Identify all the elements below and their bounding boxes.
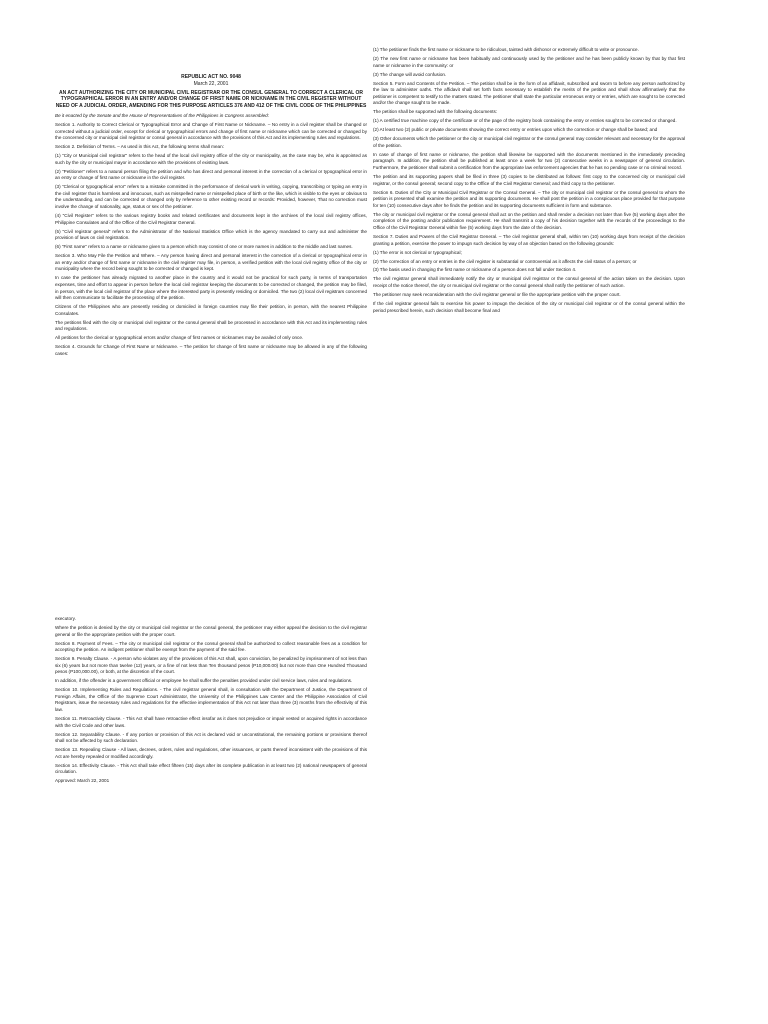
left-column — [55, 74, 367, 360]
paragraph: The petitioner may seek reconsideration with the civil registrar general or file the appropriate petition with the proper court. — [373, 292, 621, 298]
paragraph: Section 13. Repealing Clause - All laws, decrees, orders, rules and regulations, other issuances, or parts thereof inconsistent with the provisions of this Act are hereby repealed or modified accordingly. — [55, 747, 367, 759]
paragraph: Section 11. Retroactivity Clause. - This Act shall have retroactive effect insofar as it does not prejudice or impair vested or acquired rights in accordance with the Civil Code and other laws. — [55, 716, 367, 728]
paragraph: If the civil registrar general fails to exercise his power to impugn the decision of the city or municipal civil registrar or of the consul general within the period prescribed herein, such decision shall become final and — [373, 301, 685, 313]
paragraph: (1) A certified true machine copy of the certificate or of the page of the registry book containing the entry or entries sought to be corrected or changed. — [373, 118, 677, 124]
paragraph: Section 5. Form and Contents of the Petition. – The petition shall be in the form of an affidavit, subscribed and sworn to before any person authorized by the law to administer oaths. The affidavit shall set forth facts necessary to establish the merits of the petition and shall show affirmatively that the petitioner is competent to testify to the matters stated. The petitioner shall state the particular erroneous entry or entries, which are sought to be corrected and/or the change sought to be made. — [373, 80, 685, 106]
paragraph: Section 6. Duties of the City or Municipal Civil Registrar or the Consul General. – The city or municipal civil registrar or the consul general to whom the petition is presented shall examine the petition and its supporting documents. He shall post the petition in a conspicuous place provided for that purpose for ten (10) consecutive days after he finds the petition and its supporting documents sufficient in form and substance. — [373, 189, 685, 208]
paragraph: Where the petition is denied by the city or municipal civil registrar or the consul general, the petitioner may either appeal the decision to the civil registrar general or file the appropriate petition with the proper court. — [55, 624, 367, 637]
paragraph: Section 9. Penalty Clause. - A person who violates any of the provisions of this Act shall, upon conviction, be penalized by imprisonment of not less than six (6) years but not more than twelve (12) years, or a fine of not less than Ten thousand pesos (P10,000.00) but not more than One Hundred Thousand pesos (P100,000.00), or both, at the discretion of the court. — [55, 656, 367, 675]
paragraph: (1) The error is not clerical or typographical; — [373, 249, 462, 255]
paragraph: (2) The correction of an entry or entries in the civil register is substantial or controversial as it affects the civil status of a person; or — [373, 258, 637, 264]
paragraph: (2) "Petitioner" refers to a natural person filing the petition and who has direct and personal interest in the correction of a clerical or typographical error in an entry or change of first name or nickname in the civil register. — [55, 168, 367, 181]
paragraph: The civil registrar general shall immediately notify the city or municipal civil registrar or the consul general of the action taken on the decision. Upon receipt of the notice thereof, the city or municipal civil registrar or the consul general shall notify the petitioner of such action. — [373, 276, 685, 289]
paragraph: (3) "Clerical or typographical error" refers to a mistake committed in the performance of clerical work in writing, copying, transcribing or typing an entry in the civil register that is harmless and innocuous, such as misspelled name or misspelled place of birth or the like, which is visible to the eyes or obvious to the understanding, and can be corrected or changed only by reference to other existing record or records: Provided, however, That no correction must involve the change of nationality, age, status or sex of the petitioner. — [55, 184, 368, 210]
paragraph: The city or municipal civil registrar or the consul general shall act on the petition and shall render a decision not later than five (5) working days after the completion of the posting and/or publication requirement. He shall transmit a copy of his decision together with the records of the proceedings to the Office of the Civil Registrar General within five (5) working days from the date of the decision. — [373, 211, 685, 230]
paragraph: (1) The petitioner finds the first name or nickname to be ridiculous, tainted with dishonor or extremely difficult to write or pronounce. — [373, 47, 639, 52]
paragraph: In case the petitioner has already migrated to another place in the country and it would not be practical for such party, in terms of transportation expenses, time and effort to appear in person before the local civil registrar keeping the documents to be corrected or changed, the petition may be filed, in person, with the local civil registrar of the place where the interested party is presently residing or domiciled. The two (2) local civil registrars concerned will then communicate to facilitate the processing of the petition. — [55, 275, 367, 301]
act-number: REPUBLIC ACT NO. 9048 — [181, 74, 241, 80]
paragraph: Section 12. Separability Clause. - If any portion or provision of this Act is declared void or unconstitutional, the remaining portions or provisions thereof shall not be affected by such declaration. — [55, 731, 367, 744]
paragraph: Section 3. Who May File the Petition and Where. – Any person having direct and personal interest in the correction of a clerical or typographical error in an entry and/or change of first name or nickname in the civil register may file, in person, a verified petition with the local civil registry office of the city or municipality where the record being sought to be corrected or changed is kept. — [55, 253, 367, 272]
paragraph: The petition shall be supported with the following documents: — [373, 109, 498, 115]
paragraph: Section 2. Definition of Terms. – As used in this Act, the following terms shall mean: — [55, 144, 224, 150]
paragraph: All petitions for the clerical or typographical errors and/or change of first names or nicknames may be availed of only once. — [55, 335, 304, 341]
paragraph: (1) "City or Municipal civil registrar" refers to the head of the local civil registry office of the city or municipality, as the case may be, who is appointed as such by the city or municipal mayor in accordance with the provisions of existing laws. — [55, 153, 367, 165]
paragraph: (2) At least two (2) public or private documents showing the correct entry or entries upon which the correction or change shall be based; and — [373, 127, 658, 133]
paragraph: (3) The basis used in changing the first name or nickname of a person does not fall under Section 4. — [373, 267, 577, 273]
paragraph: Section 1. Authority to Correct Clerical or Typographical Error and Change of First Name or Nickname. – No entry in a civil register shall be changed or corrected without a judicial order, except for clerical or typographical errors and change of first name or nickname which can be corrected or changed by the concerned city or municipal civil registrar or consul general in accordance with the provisions of this Act and its implementing rules and regulations. — [55, 121, 367, 141]
document-title-block — [55, 74, 367, 110]
paragraph: (3) Other documents which the petitioner or the city or municipal civil registrar or the consul general may consider relevant and necessary for the approval of the petition. — [373, 136, 686, 148]
enacting-clause: Be it enacted by the Senate and the House of Representatives of the Philippines in Congress assembled: — [55, 112, 269, 118]
paragraph: In case of change of first name or nickname, the petition shall likewise be supported with the documents mentioned in the immediately preceding paragraph. In addition, the petition shall be published at least once a week for two (2) consecutive weeks in a newspaper of general circulation. Furthermore, the petitioner shall submit a certification from the appropriate law enforcement agencies that he has no pending case or no criminal record. — [373, 151, 685, 171]
paragraph: executory. — [55, 616, 76, 621]
paragraph: The petitions filed with the city or municipal civil registrar or the consul general shall be processed in accordance with this Act and its implementing rules and regulations. — [55, 319, 367, 332]
paragraph: (5) "Civil registrar general" refers to the Administrator of the National Statistics Office which is the agency mandated to carry out and administer the provision of laws on civil registration. — [55, 228, 367, 241]
paragraph: Citizens of the Philippines who are presently residing or domiciled in foreign countries may file their petition, in person, with the nearest Philippine Consulates. — [55, 304, 367, 316]
paragraph: Section 8. Payment of Fees. – The city or municipal civil registrar or the consul general shall be authorized to collect reasonable fees as a condition for accepting the petition. An indigent petitioner shall be exempt from the payment of the said fee. — [55, 640, 367, 653]
act-title: AN ACT AUTHORIZING THE CITY OR MUNICIPAL CIVIL REGISTRAR OR THE CONSUL GENERAL TO CORRECT A CLERICAL OR TYPOGRAPHICAL ERROR IN AN ENTRY AND/OR CHANGE OF FIRST NAME OR NICKNAME IN THE CIVIL REGISTER WITHOUT NEED OF A JUDICIAL ORDER, AMENDING FOR THIS PURPOSE ARTICLES 376 AND 412 OF THE CIVIL CODE OF THE PHILIPPINES — [55, 89, 367, 110]
right-column — [373, 47, 685, 317]
paragraph: (6) "First name" refers to a name or nickname given to a person which may consist of one or more names in addition to the middle and last names. — [55, 244, 353, 250]
paragraph: (2) The new first name or nickname has been habitually and continuously used by the petitioner and he has been publicly known by that by that first name or nickname in the community: or — [373, 55, 685, 68]
approval-line: Approved: March 22, 2001 — [55, 778, 110, 784]
paragraph: (4) "Civil Register" refers to the various registry books and related certificates and documents kept in the archives of the local civil registry offices, Philippine Consulates and of the Office of the Civil Registrar General. — [55, 213, 367, 225]
paragraph: Section 10. Implementing Rules and Regulations. - The civil registrar general shall, in consultation with the Department of Justice, the Department of Foreign Affairs, the Office of the Supreme Court Administrator, the University of the Philippines Law Center and the Philippine Association of Civil Registrars, issue the necessary rules and regulations for the effective implementation of this Act not later than three (3) months from the effectivity of this law. — [55, 687, 367, 713]
bottom-column — [55, 616, 367, 787]
paragraph: (3) The change will avoid confusion. — [373, 71, 447, 77]
paragraph: The petition and its supporting papers shall be filed in three (3) copies to be distributed as follows: first copy to the concerned city or municipal civil registrar, or the consul general; second copy to the Office of the Civil Registrar General; and third copy to the petitioner. — [373, 174, 685, 186]
paragraph: Section 14. Effectivity Clause. - This Act shall take effect fifteen (15) days after its complete publication in at least two (2) national newspapers of general circulation. — [55, 762, 367, 775]
paragraph: Section 4. Grounds for Change of First Name or Nickname. – The petition for change of first name or nickname may be allowed in any of the following cases: — [55, 344, 367, 356]
paragraph: Section 7. Duties and Powers of the Civil Registrar General. – The civil registrar general shall, within ten (10) working days from receipt of the decision granting a petition, exercise the power to impugn such decision by way of an objection based on the following grounds: — [373, 233, 685, 246]
act-date: March 22, 2001 — [193, 80, 229, 87]
paragraph: In addition, if the offender is a government official or employee he shall suffer the penalties provided under civil service laws, rules and regulations. — [55, 678, 353, 684]
